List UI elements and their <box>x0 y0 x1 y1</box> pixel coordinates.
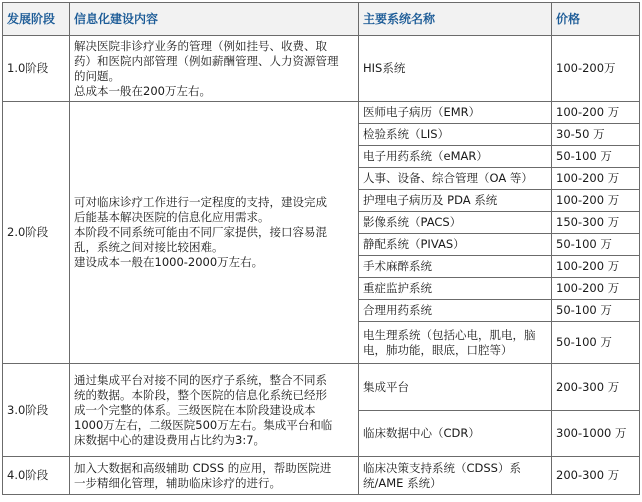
desc-cell <box>70 102 359 364</box>
system-cell: HIS系统 <box>359 36 552 102</box>
desc-line: 1000万左右，二级医院500万左右。集成平台和临 <box>74 417 333 432</box>
desc-line: 总成本一般在200万左右。 <box>74 83 211 98</box>
table-row <box>3 457 640 495</box>
desc-cell <box>70 364 359 457</box>
price-cell: 100-200 万 <box>552 256 640 278</box>
system-cell: 影像系统（PACS） <box>359 212 552 234</box>
price-cell: 200-300 万 <box>552 457 640 495</box>
price-cell: 150-300 万 <box>552 212 640 234</box>
stage-cell: 2.0阶段 <box>3 102 70 364</box>
desc-line: 解决医院非诊疗业务的管理（例如挂号、收费、取 <box>74 38 327 53</box>
price-cell: 100-200 万 <box>552 168 640 190</box>
table-row <box>3 102 640 124</box>
system-cell: 临床决策支持系统（CDSS）系统/AME 系统） <box>359 457 552 495</box>
system-cell: 静配系统（PIVAS） <box>359 234 552 256</box>
desc-line: 通过集成平台对接不同的医疗子系统，整合不同系 <box>74 372 327 387</box>
desc-line: 的问题。 <box>74 68 120 83</box>
desc-line: 加入大数据和高级辅助 CDSS 的应用，帮助医院进 <box>74 460 332 475</box>
price-cell: 200-300 万 <box>552 364 640 411</box>
system-cell: 合理用药系统 <box>359 300 552 322</box>
price-cell: 50-100 万 <box>552 300 640 322</box>
desc-line: 床数据中心的建设费用占比约为3:7。 <box>74 432 266 447</box>
system-cell: 手术麻醉系统 <box>359 256 552 278</box>
system-cell: 人事、设备、综合管理（OA 等） <box>359 168 552 190</box>
system-cell: 临床数据中心（CDR） <box>359 411 552 457</box>
system-cell: 护理电子病历及 PDA 系统 <box>359 190 552 212</box>
table-row <box>3 36 640 102</box>
stage-cell: 1.0阶段 <box>3 36 70 102</box>
desc-line: 可对临床诊疗工作进行一定程度的支持，建设完成 <box>74 195 327 209</box>
system-cell: 检验系统（LIS） <box>359 124 552 146</box>
stage-cell: 3.0阶段 <box>3 364 70 457</box>
price-cell: 100-200 万 <box>552 102 640 124</box>
header-row <box>3 3 640 36</box>
desc-cell <box>70 457 359 495</box>
system-cell: 集成平台 <box>359 364 552 411</box>
price-cell: 50-100 万 <box>552 146 640 168</box>
desc-line: 成一个完整的体系。三级医院在本阶段建设成本 <box>74 402 316 417</box>
desc-cell <box>70 36 359 102</box>
info-system-table <box>2 2 640 495</box>
system-cell: 重症监护系统 <box>359 278 552 300</box>
price-cell: 30-50 万 <box>552 124 640 146</box>
header-stage: 发展阶段 <box>3 3 70 36</box>
header-system: 主要系统名称 <box>359 3 552 36</box>
price-cell: 50-100 万 <box>552 234 640 256</box>
desc-line: 建设成本一般在1000-2000万左右。 <box>74 255 264 269</box>
desc-line: 一步精细化管理，辅助临床诊疗的进行。 <box>74 475 281 490</box>
price-cell: 50-100 万 <box>552 322 640 364</box>
desc-line: 本阶段不同系统可能由不同厂家提供，接口容易混 <box>74 225 327 239</box>
desc-line: 后能基本解决医院的信息化应用需求。 <box>74 210 270 224</box>
system-cell: 电生理系统（包括心电，肌电，脑电，肺功能，眼底，口腔等） <box>359 322 552 364</box>
desc-line: 乱，系统之间对接比较困难。 <box>74 240 224 254</box>
system-cell: 电子用药系统（eMAR） <box>359 146 552 168</box>
desc-line: 药）和医院内部管理（例如薪酬管理、人力资源管理 <box>74 53 339 68</box>
desc-line: 统的数据。本阶段，整个医院的信息化系统已经形 <box>74 387 327 402</box>
header-content: 信息化建设内容 <box>70 3 359 36</box>
system-cell: 医师电子病历（EMR） <box>359 102 552 124</box>
price-cell: 100-200万 <box>552 36 640 102</box>
price-cell: 100-200 万 <box>552 278 640 300</box>
table-row <box>3 364 640 411</box>
header-price: 价格 <box>552 3 640 36</box>
price-cell: 100-200 万 <box>552 190 640 212</box>
stage-cell: 4.0阶段 <box>3 457 70 495</box>
price-cell: 300-1000 万 <box>552 411 640 457</box>
